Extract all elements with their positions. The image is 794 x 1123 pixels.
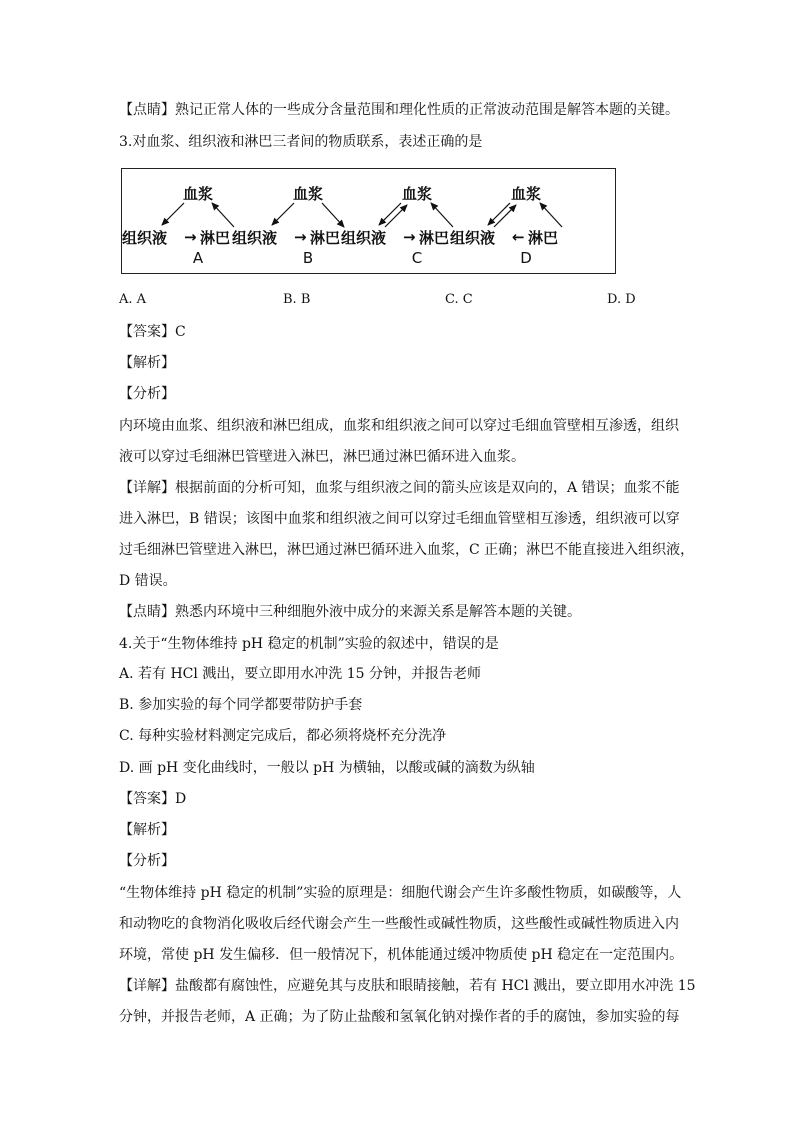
detail-4-line-1: 【详解】盐酸都有腐蚀性，应避免其与皮肤和眼睛接触，若有 HCl 溅出，要立即用水冲洗 15 — [119, 978, 696, 994]
plasma-label-b: 血浆 — [292, 185, 324, 203]
question-3-stem: 3.对血浆、组织液和淋巴三者间的物质联系，表述正确的是 — [119, 134, 483, 150]
analysis-3-line-2: 液可以穿过毛细淋巴管壁进入淋巴，淋巴通过淋巴循环进入血浆。 — [119, 449, 525, 465]
diagram-letter-c: C — [411, 249, 423, 267]
fenxi-label-3: 【分析】 — [119, 386, 175, 402]
tissue-lymph-arrow-a: → — [184, 228, 197, 246]
tissue-fluid-label-c: 组织液 — [341, 229, 387, 247]
question-4-stem: 4.关于“生物体维持 pH 稳定的机制”实验的叙述中，错误的是 — [119, 636, 499, 652]
plasma-label-a: 血浆 — [182, 185, 214, 203]
lymph-to-plasma-arrow-a — [212, 203, 234, 227]
jiexi-label-3: 【解析】 — [119, 355, 175, 371]
analysis-4-line-2: 和动物吃的食物消化吸收后经代谢会产生一些酸性或碱性物质，这些酸性或碱性物质进入内 — [119, 916, 679, 932]
circulation-diagram — [121, 168, 616, 274]
diagram-letter-d: D — [520, 249, 532, 267]
answer-3: 【答案】C — [119, 324, 186, 340]
diagram-letter-b: B — [302, 249, 314, 267]
tissue-fluid-label-a: 组织液 — [122, 229, 168, 247]
tip-3: 【点睛】熟悉内环境中三种细胞外液中成分的来源关系是解答本题的关键。 — [119, 604, 581, 620]
lymph-to-plasma-arrow-c — [431, 203, 453, 227]
answer-4: 【答案】D — [119, 791, 187, 807]
analysis-3-line-1: 内环境由血浆、组织液和淋巴组成，血浆和组织液之间可以穿过毛细血管壁相互渗透，组织 — [119, 418, 679, 434]
tissue-fluid-label-b: 组织液 — [232, 229, 278, 247]
detail-3-line-4: D 错误。 — [119, 573, 177, 589]
detail-4-line-2: 分钟，并报告老师，A 正确；为了防止盐酸和氢氧化钠对操作者的手的腐蚀，参加实验的每 — [119, 1009, 680, 1025]
analysis-4-line-3: 环境，常使 pH 发生偏移．但一般情况下，机体能通过缓冲物质使 pH 稳定在一定范围内。 — [119, 947, 684, 963]
detail-3-line-3: 过毛细淋巴管壁进入淋巴，淋巴通过淋巴循环进入血浆，C 正确；淋巴不能直接进入组织液， — [119, 542, 695, 558]
lymph-to-plasma-arrow-d — [540, 203, 562, 227]
tissue-lymph-arrow-b: → — [294, 228, 307, 246]
tissue-lymph-arrow-c: → — [403, 228, 416, 246]
lymph-label-d: 淋巴 — [528, 229, 559, 247]
lymph-label-b: 淋巴 — [310, 229, 341, 247]
diagram-letter-a: A — [192, 249, 204, 267]
question-4-option-b: B. 参加实验的每个同学都要带防护手套 — [119, 697, 363, 713]
option-d: D. D — [607, 292, 636, 307]
plasma-label-c: 血浆 — [401, 185, 433, 203]
analysis-4-line-1: “生物体维持 pH 稳定的机制”实验的原理是：细胞代谢会产生许多酸性物质，如碳酸等，人 — [119, 885, 682, 901]
detail-3-line-2: 进入淋巴，B 错误；该图中血浆和组织液之间可以穿过毛细血管壁相互渗透，组织液可以穿 — [119, 511, 680, 527]
plasma-label-d: 血浆 — [510, 185, 542, 203]
plasma-to-lymph-arrow-b — [322, 203, 344, 227]
tissue-lymph-arrow-d: ← — [512, 228, 525, 246]
detail-3-line-1: 【详解】根据前面的分析可知，血浆与组织液之间的箭头应该是双向的，A 错误；血浆不能 — [119, 480, 680, 496]
question-4-option-a: A. 若有 HCl 溅出，要立即用水冲洗 15 分钟，并报告老师 — [119, 666, 482, 682]
plasma-to-tissue-arrow-a — [162, 203, 184, 225]
plasma-to-tissue-arrow-b — [272, 203, 294, 225]
option-a: A. A — [119, 292, 147, 307]
fenxi-label-4: 【分析】 — [119, 853, 175, 869]
tip-line-1: 【点睛】熟记正常人体的一些成分含量范围和理化性质的正常波动范围是解答本题的关键。 — [119, 102, 679, 118]
lymph-label-a: 淋巴 — [200, 229, 231, 247]
option-b: B. B — [283, 292, 311, 307]
diagram-svg — [122, 169, 617, 275]
option-c: C. C — [445, 292, 473, 307]
tissue-fluid-label-d: 组织液 — [450, 229, 496, 247]
question-4-option-c: C. 每种实验材料测定完成后，都必须将烧杯充分洗净 — [119, 728, 447, 744]
jiexi-label-4: 【解析】 — [119, 822, 175, 838]
question-4-option-d: D. 画 pH 变化曲线时，一般以 pH 为横轴，以酸或碱的滴数为纵轴 — [119, 760, 535, 776]
lymph-label-c: 淋巴 — [419, 229, 450, 247]
